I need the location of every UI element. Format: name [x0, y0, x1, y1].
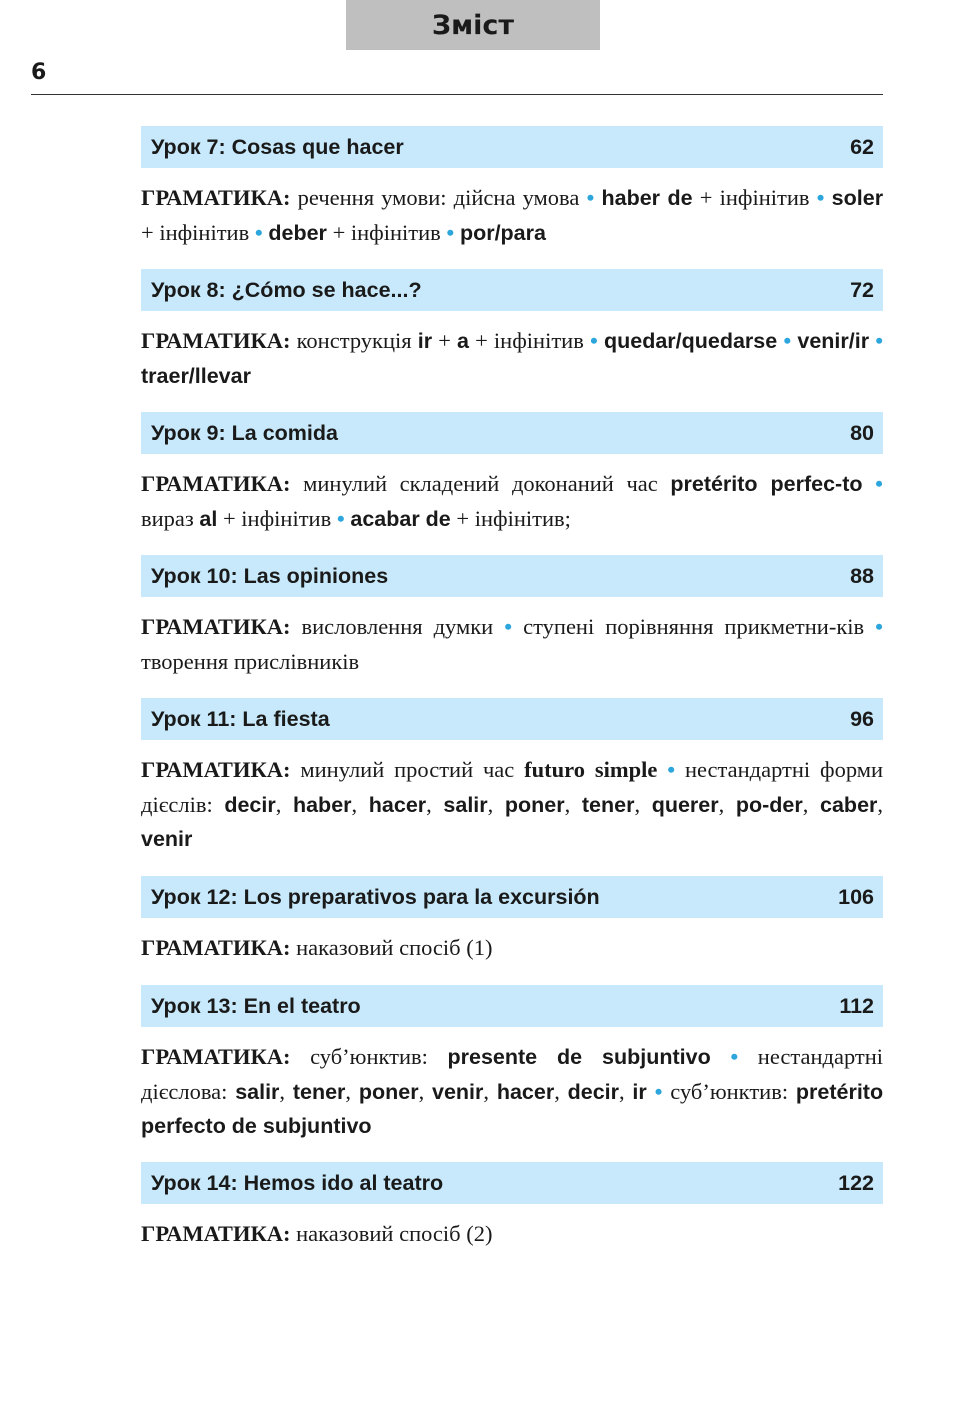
- grammar-text: + інфінітив: [222, 505, 332, 531]
- lesson-entry: [141, 876, 883, 966]
- lesson-title: Урок 9: La comida: [151, 420, 338, 445]
- grammar-label: ГРАМАТИКА:: [141, 1221, 291, 1246]
- lesson-title-bar[interactable]: [141, 126, 883, 168]
- lesson-entry: [141, 1162, 883, 1252]
- bullet-separator: •: [730, 1044, 739, 1069]
- spanish-term: deber: [268, 220, 327, 245]
- spanish-term: querer: [651, 792, 719, 817]
- lesson-page-number: 72: [850, 277, 874, 302]
- lesson-title-bar[interactable]: [141, 269, 883, 311]
- lesson-title: Урок 13: En el teatro: [151, 993, 361, 1018]
- header-divider: [31, 94, 883, 95]
- grammar-text: наказовий спосіб (2): [296, 1221, 493, 1246]
- lesson-title-bar[interactable]: [141, 412, 883, 454]
- grammar-description: [141, 931, 883, 966]
- grammar-text: + інфінітив: [475, 328, 584, 353]
- grammar-text: суб’юнктив:: [310, 1044, 428, 1069]
- bullet-separator: •: [254, 219, 263, 245]
- lesson-page-number: 112: [839, 993, 874, 1018]
- spanish-term: futuro simple: [524, 757, 658, 782]
- spanish-term: caber: [820, 792, 878, 817]
- lesson-entry: [141, 412, 883, 536]
- comma: ,: [275, 791, 282, 817]
- lesson-page-number: 80: [850, 420, 874, 445]
- spanish-term: decir: [224, 792, 276, 817]
- spanish-term: traer/llevar: [141, 363, 251, 388]
- bullet-separator: •: [783, 328, 792, 353]
- spanish-term: pretérito perfecto de subjuntivo: [141, 1079, 884, 1138]
- lesson-title: Урок 7: Cosas que hacer: [151, 134, 404, 159]
- lesson-title-bar[interactable]: [141, 698, 883, 740]
- spanish-term: salir: [443, 792, 488, 817]
- comma: ,: [483, 1078, 490, 1104]
- grammar-label: ГРАМАТИКА:: [141, 185, 291, 210]
- lesson-title-bar[interactable]: [141, 1162, 883, 1204]
- lesson-title: Урок 8: ¿Cómo se hace...?: [151, 277, 422, 302]
- grammar-label: ГРАМАТИКА:: [141, 935, 291, 960]
- bullet-separator: •: [816, 185, 825, 210]
- lesson-entry: [141, 985, 883, 1144]
- lesson-title-bar[interactable]: [141, 876, 883, 918]
- grammar-text: суб’юнктив:: [670, 1078, 789, 1104]
- lesson-page-number: 88: [850, 563, 874, 588]
- bullet-separator: •: [875, 614, 884, 639]
- page-number: 6: [31, 60, 47, 85]
- spanish-term: po-der: [735, 792, 803, 817]
- spanish-term: haber de: [601, 186, 693, 210]
- bullet-separator: •: [875, 328, 884, 353]
- lesson-title: Урок 10: Las opiniones: [151, 563, 389, 588]
- comma: ,: [418, 1078, 425, 1104]
- spanish-term: por/para: [459, 220, 546, 245]
- comma: ,: [634, 791, 641, 817]
- bullet-separator: •: [336, 505, 345, 531]
- comma: ,: [426, 791, 432, 817]
- grammar-description: [141, 467, 883, 536]
- grammar-description: [141, 610, 883, 679]
- grammar-text: нестандартні форми дієслів:: [141, 757, 884, 817]
- grammar-text: нестандартні дієслова:: [141, 1044, 884, 1104]
- bullet-separator: •: [586, 185, 595, 210]
- spanish-term: hacer: [496, 1079, 555, 1104]
- grammar-text: вираз: [141, 505, 194, 531]
- spanish-term: al: [199, 506, 218, 531]
- spanish-term: pretérito perfec-to: [670, 472, 863, 496]
- spanish-term: quedar/quedarse: [603, 329, 778, 353]
- grammar-description: [141, 324, 883, 393]
- lesson-entry: [141, 269, 883, 393]
- grammar-label: ГРАМАТИКА:: [141, 471, 291, 496]
- spanish-term: soler: [831, 186, 884, 210]
- lesson-title: Урок 11: La fiesta: [151, 706, 330, 731]
- bullet-separator: •: [667, 757, 676, 782]
- spanish-term: venir: [141, 827, 193, 851]
- lesson-title: Урок 12: Los preparativos para la excursión: [151, 884, 600, 909]
- grammar-text: + інфінітив: [141, 219, 250, 245]
- spanish-term: tener: [581, 792, 635, 817]
- comma: ,: [877, 791, 884, 817]
- grammar-description: [141, 1040, 883, 1144]
- spanish-term: acabar de: [350, 506, 451, 531]
- lesson-title-bar[interactable]: [141, 985, 883, 1027]
- grammar-text: + інфінітив: [332, 219, 441, 245]
- spanish-term: haber: [292, 792, 352, 817]
- lesson-page-number: 122: [838, 1170, 874, 1195]
- spanish-term: poner: [504, 792, 565, 817]
- grammar-text: наказовий спосіб (1): [296, 935, 493, 960]
- comma: ,: [487, 791, 494, 817]
- grammar-text: минулий простий час: [300, 757, 515, 782]
- grammar-text: минулий складений доконаний час: [303, 471, 658, 496]
- grammar-label: ГРАМАТИКА:: [141, 328, 291, 353]
- section-title-tab: [346, 0, 600, 50]
- grammar-description: [141, 181, 883, 250]
- grammar-text: висловлення думки: [301, 614, 494, 639]
- grammar-text: творення прислівників: [141, 648, 360, 674]
- grammar-text: + інфінітив;: [456, 505, 571, 531]
- grammar-description: [141, 753, 883, 857]
- grammar-label: ГРАМАТИКА:: [141, 1044, 291, 1069]
- spanish-term: poner: [358, 1079, 419, 1104]
- section-title: Зміст: [431, 9, 515, 41]
- grammar-text: речення умови: дійсна умова: [297, 185, 580, 210]
- bullet-separator: •: [654, 1078, 663, 1104]
- comma: ,: [564, 791, 571, 817]
- lesson-title: Урок 14: Hemos ido al teatro: [151, 1170, 444, 1195]
- comma: ,: [351, 791, 358, 817]
- grammar-text: ступені порівняння прикметни-ків: [523, 614, 865, 639]
- lesson-title-bar[interactable]: [141, 555, 883, 597]
- spanish-term: salir: [235, 1079, 280, 1104]
- spanish-term: a: [457, 329, 469, 353]
- spanish-term: venir/ir: [797, 329, 870, 353]
- grammar-text: конструкція: [296, 328, 412, 353]
- comma: ,: [619, 1078, 625, 1104]
- lesson-page-number: 62: [850, 134, 874, 159]
- spanish-term: venir: [432, 1079, 484, 1104]
- lesson-page-number: 106: [838, 884, 874, 909]
- spanish-term: ir: [632, 1079, 647, 1104]
- grammar-text: +: [438, 328, 451, 353]
- comma: ,: [554, 1078, 560, 1104]
- lesson-page-number: 96: [850, 706, 874, 731]
- bullet-separator: •: [875, 471, 884, 496]
- bullet-separator: •: [504, 614, 513, 639]
- comma: ,: [718, 791, 725, 817]
- comma: ,: [802, 791, 809, 817]
- spanish-term: decir: [567, 1079, 619, 1104]
- bullet-separator: •: [589, 328, 598, 353]
- bullet-separator: •: [446, 219, 455, 245]
- spanish-term: hacer: [368, 792, 427, 817]
- spanish-term: ir: [417, 329, 433, 353]
- lesson-entry: [141, 555, 883, 679]
- lesson-entry: [141, 126, 883, 250]
- spanish-term: presente de subjuntivo: [447, 1045, 711, 1069]
- grammar-label: ГРАМАТИКА:: [141, 757, 291, 782]
- grammar-label: ГРАМАТИКА:: [141, 614, 291, 639]
- comma: ,: [279, 1078, 286, 1104]
- comma: ,: [345, 1078, 352, 1104]
- grammar-text: + інфінітив: [699, 185, 810, 210]
- spanish-term: tener: [292, 1079, 346, 1104]
- grammar-description: [141, 1217, 883, 1252]
- lesson-entry: [141, 698, 883, 857]
